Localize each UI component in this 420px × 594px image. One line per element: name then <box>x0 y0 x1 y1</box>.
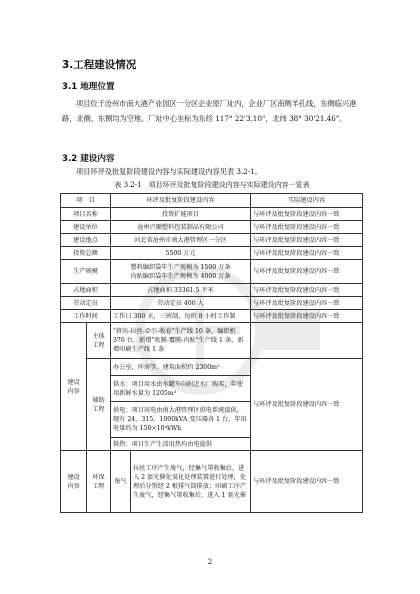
subsection-title-content: 3.2 建设内容 <box>62 154 115 164</box>
row-plan: 占地面积 33361.5 平米 <box>111 284 251 297</box>
env-engineering-actual: 与环评及批复阶段建设内容一致 <box>251 451 363 513</box>
row-plan: 河北省沧州市南大港管理区一分区 <box>111 234 251 247</box>
page-number: 2 <box>207 558 213 566</box>
row-label: 工作时间 <box>61 310 111 323</box>
row-actual: 与环评及批复阶段建设内容一致 <box>251 208 363 221</box>
row-plan: 沧州兴顺塑料包装制品有限公司 <box>111 221 251 234</box>
env-engineering-label: 环保 工程 <box>87 451 111 513</box>
row-actual: 与环评及批复阶段建设内容一致 <box>251 284 363 297</box>
row-label: 生产规模 <box>61 260 111 284</box>
table-row <box>61 284 363 297</box>
table-row <box>61 234 363 247</box>
env-engineering-plan: 拉丝工序产生废气，经集气罩收集后，进入 2 套光催化氧化处理装置进行处理，处理后分别经 2 根排气筒排放；印刷工序产生废气，经集气罩收集后，进入 1 套光催 <box>131 451 251 513</box>
env-sub-label: 废气 <box>111 451 131 513</box>
row-label: 劳动定员 <box>61 297 111 310</box>
row-actual: 与环评及批复阶段建设内容一致 <box>251 310 363 323</box>
aux-engineering-label: 辅助 工程 <box>87 359 111 451</box>
main-engineering-label: 主体 工程 <box>87 323 111 359</box>
aux-water: 供水：项目用水由水罐车向附近水厂购买，年使用新鲜水量为 1205m³ <box>111 376 251 402</box>
group-label-content: 建设 内容 <box>61 323 87 451</box>
table-row <box>61 221 363 234</box>
main-engineering-actual <box>251 323 363 359</box>
aux-heat: 供热：项目生产生活用热均由电提供 <box>111 438 251 451</box>
subsection-title-location: 3.1 地理位置 <box>62 82 115 92</box>
header-item: 项 目 <box>61 194 111 208</box>
row-label: 建设地点 <box>61 234 111 247</box>
section-title: 3.工程建设情况 <box>62 59 137 71</box>
table-row <box>61 247 363 260</box>
row-actual: 与环评及批复阶段建设内容一致 <box>251 234 363 247</box>
row-label: 投资总额 <box>61 247 111 260</box>
row-actual: 与环评及批复阶段建设内容一致 <box>251 297 363 310</box>
aux-engineering-actual: 与环评及批复阶段建设内容一致 <box>251 359 363 451</box>
table-row <box>61 260 363 284</box>
row-plan: 投资扩能项目 <box>111 208 251 221</box>
table-row-aux <box>61 359 363 376</box>
aux-power: 供电：项目用电由南大港管理区供电系统提供，现有 24、315、1000kVA 变压器各 1 台，年用电量约为 150×10⁴kWh <box>111 402 251 438</box>
aux-office: 办公室、库房等，建筑面积约 2300m² <box>111 359 251 376</box>
header-actual: 实际建设内容 <box>251 194 363 208</box>
main-engineering-plan: "挤出-拉丝-牵引-收卷"生产线 10 条，编织机 370 台，新增"吹膜-覆膜-内贴"生产线 1 条，新增印刷生产线 1 条 <box>111 323 251 359</box>
table-row-main <box>61 323 363 359</box>
location-paragraph: 项目位于沧州市南大港产业园区一分区企业原厂址内，企业厂区南侧羊孔线，东侧临兴港路，北侧、东侧均为空地。厂址中心坐标为东经 117° 22'3.10"，北纬 38° 30'21.46"。 <box>62 99 357 123</box>
row-plan: 劳动定员 400 人 <box>111 297 251 310</box>
table-row <box>61 297 363 310</box>
row-actual: 与环评及批复阶段建设内容一致 <box>251 260 363 284</box>
header-plan: 环评及批复阶段建设内容 <box>111 194 251 208</box>
table-row <box>61 208 363 221</box>
row-plan: 工作日 300 天，三班制，每班 8 小时工作制 <box>111 310 251 323</box>
group-label-env-content: 建设 内容 <box>61 451 87 513</box>
table-caption: 表 3.2-1 项目环评及批复阶段建设内容与实际建设内容一览表 <box>114 181 310 189</box>
row-label: 项目名称 <box>61 208 111 221</box>
table-header-row <box>61 194 363 208</box>
row-plan: 塑料编织袋年生产规模为 1500 万条 内贴编织袋年生产规模为 4000 万条 <box>111 260 251 284</box>
row-actual: 与环评及批复阶段建设内容一致 <box>251 221 363 234</box>
row-label: 建设单位 <box>61 221 111 234</box>
row-label: 占地面积 <box>61 284 111 297</box>
row-actual: 与环评及批复阶段建设内容一致 <box>251 247 363 260</box>
comparison-table <box>60 193 363 513</box>
table-row <box>61 310 363 323</box>
table-row-env <box>61 451 363 513</box>
row-plan: 5500 万元 <box>111 247 251 260</box>
content-paragraph: 项目环评及批复阶段建设内容与实际建设内容见表 3.2-1。 <box>76 167 263 176</box>
